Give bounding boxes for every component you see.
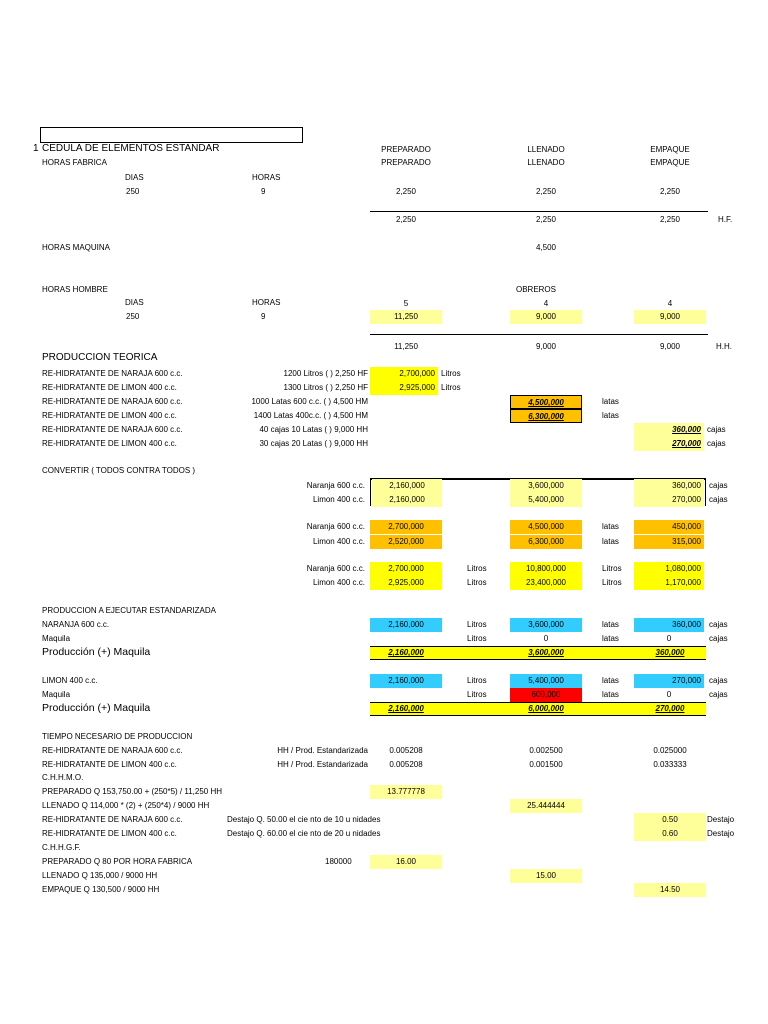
block3-naranja-prep[interactable]: 2,700,000 — [370, 562, 442, 576]
pt-row-desc: 1400 Latas 400c.c. ( ) 4,500 HM — [253, 411, 368, 420]
obreros-label: OBREROS — [515, 285, 556, 294]
preparado-formula: PREPARADO Q 153,750.00 + (250*5) / 11,250 HH — [42, 787, 223, 796]
prep-hf-num: 180000 — [325, 857, 352, 866]
pe-limon-label: LIMON 400 c.c. — [42, 676, 98, 685]
tiempo-row2-prep: 0.005208 — [389, 760, 423, 769]
block1-unit-2: cajas — [709, 495, 728, 504]
block3-naranja-emp[interactable]: 1,080,000 — [634, 562, 704, 576]
tiempo-row1-llen: 0.002500 — [529, 746, 563, 755]
tiempo-row2-label: RE-HIDRATANTE DE LIMON 400 c.c. — [42, 760, 177, 769]
chhgf-label: C.H.H.G.F. — [42, 843, 81, 852]
llenado-formula: LLENADO Q 114,000 * (2) + (250*4) / 9000 HH — [42, 801, 210, 810]
block2-naranja-prep[interactable]: 2,700,000 — [370, 520, 442, 534]
tiempo-row2-llen: 0.001500 — [529, 760, 563, 769]
pe-limon-maquila-label: Maquila — [42, 690, 71, 699]
dias-label: DIAS — [125, 173, 144, 182]
pe-limon-tot-llen[interactable]: 6,000,000 — [528, 704, 564, 713]
dias-value: 250 — [126, 187, 140, 196]
pe-naranja-llen[interactable]: 3,600,000 — [510, 618, 582, 632]
pt-row-value[interactable]: 4,500,000 — [510, 395, 582, 409]
destajo2-unit: Destajo — [707, 829, 735, 838]
produccion-ejecutar-title: PRODUCCION A EJECUTAR ESTANDARIZADA — [42, 606, 216, 615]
block3-unit-prep-2: Litros — [467, 578, 487, 587]
pe-naranja-maq-emp: 0 — [666, 634, 672, 643]
hh-total-preparado: 11,250 — [394, 342, 418, 351]
pe-naranja-u-litros: Litros — [467, 620, 487, 629]
block1-limon-llen[interactable]: 5,400,000 — [510, 493, 582, 507]
pt-row-value[interactable]: 6,300,000 — [510, 409, 582, 423]
pe-naranja-label: NARANJA 600 c.c. — [42, 620, 110, 629]
pe-limon-maq-u-latas: latas — [602, 690, 619, 699]
block1-limon-label: Limon 400 c.c. — [312, 495, 365, 504]
hf-total-empaque: 2,250 — [659, 215, 681, 224]
obreros-preparado: 5 — [403, 299, 409, 308]
hf-unit: H.F. — [718, 215, 733, 224]
obreros-empaque: 4 — [667, 299, 673, 308]
llenado-value[interactable]: 25.444444 — [510, 799, 582, 813]
hh-empaque[interactable]: 9,000 — [634, 310, 706, 324]
pt-row-value[interactable]: 270,000 — [634, 437, 704, 451]
pt-row-desc: 1300 Litros ( ) 2,250 HF — [283, 383, 368, 392]
pt-row-desc: 1000 Latas 600 c.c. ( ) 4,500 HM — [251, 397, 368, 406]
tiempo-row2-hh: HH / Prod. Estandarizada — [277, 760, 368, 769]
produccion-teorica-title: PRODUCCION TEORICA — [42, 352, 158, 363]
pt-row-unit: latas — [602, 411, 619, 420]
hh-dias-value: 250 — [126, 312, 140, 321]
pe-limon-u-latas: latas — [602, 676, 619, 685]
pe-limon-u-cajas: cajas — [709, 676, 728, 685]
pe-limon-maq-u-litros: Litros — [467, 690, 487, 699]
pe-naranja-maq-llen: 0 — [543, 634, 549, 643]
tiempo-title: TIEMPO NECESARIO DE PRODUCCION — [42, 732, 193, 741]
block2-unit-llen-2: latas — [602, 537, 619, 546]
horas-label: HORAS — [252, 173, 281, 182]
block2-naranja-label: Naranja 600 c.c. — [306, 522, 365, 531]
chhmo-label: C.H.H.M.O. — [42, 773, 84, 782]
pe-limon-u-litros: Litros — [467, 676, 487, 685]
block2-naranja-llen[interactable]: 4,500,000 — [510, 520, 582, 534]
block2-limon-prep[interactable]: 2,520,000 — [370, 535, 442, 549]
page-title: CEDULA DE ELEMENTOS ESTANDAR — [42, 143, 220, 154]
tiempo-row1-emp: 0.025000 — [653, 746, 687, 755]
hf-empaque: 2,250 — [659, 187, 681, 196]
pt-row-label: RE-HIDRATANTE DE LIMON 400 c.c. — [42, 439, 177, 448]
pt-row-unit: cajas — [707, 425, 726, 434]
tiempo-row1-label: RE-HIDRATANTE DE NARAJA 600 c.c. — [42, 746, 183, 755]
block3-naranja-llen[interactable]: 10,800,000 — [510, 562, 582, 576]
col-header-empaque-2: EMPAQUE — [650, 158, 690, 167]
block2-limon-llen[interactable]: 6,300,000 — [510, 535, 582, 549]
pt-row-value[interactable]: 2,700,000 — [370, 367, 438, 381]
block2-unit-llen: latas — [602, 522, 619, 531]
block1-naranja-label: Naranja 600 c.c. — [306, 481, 365, 490]
pt-row-value[interactable]: 2,925,000 — [370, 381, 438, 395]
pe-limon-maq-emp: 0 — [666, 690, 672, 699]
block1-naranja-llen[interactable]: 3,600,000 — [510, 479, 582, 493]
tiempo-row1-prep: 0.005208 — [389, 746, 423, 755]
pe-limon-maq-u-cajas: cajas — [709, 690, 728, 699]
pt-row-unit: Litros — [441, 369, 461, 378]
block1-limon-emp[interactable]: 270,000 — [634, 493, 704, 507]
pt-row-label: RE-HIDRATANTE DE LIMON 400 c.c. — [42, 411, 177, 420]
title-input-box[interactable] — [40, 127, 303, 143]
block2-limon-label: Limon 400 c.c. — [312, 537, 365, 546]
emp-hh-label: EMPAQUE Q 130,500 / 9000 HH — [42, 885, 160, 894]
destajo1-value[interactable]: 0.50 — [634, 813, 706, 827]
hh-unit: H.H. — [716, 342, 732, 351]
hf-total-llenado: 2,250 — [535, 215, 557, 224]
hf-preparado: 2,250 — [395, 187, 417, 196]
destajo1-unit: Destajo — [707, 815, 735, 824]
destajo1-desc: Destajo Q. 50.00 el cie nto de 10 u nidades — [227, 815, 381, 824]
block2-naranja-emp[interactable]: 450,000 — [634, 520, 704, 534]
block3-limon-emp[interactable]: 1,170,000 — [634, 576, 704, 590]
hh-preparado[interactable]: 11,250 — [370, 310, 442, 324]
block3-unit-llen: Litros — [602, 564, 622, 573]
pe-limon-total-label: Producción (+) Maquila — [42, 702, 151, 714]
block2-limon-emp[interactable]: 315,000 — [634, 535, 704, 549]
block3-limon-prep[interactable]: 2,925,000 — [370, 576, 442, 590]
horas-value: 9 — [261, 187, 266, 196]
hm-llenado: 4,500 — [535, 243, 557, 252]
obreros-llenado: 4 — [543, 299, 549, 308]
hh-horas-label: HORAS — [252, 298, 281, 307]
pt-row-desc: 40 cajas 10 Latas ( ) 9,000 HH — [259, 425, 368, 434]
pt-row-desc: 30 cajas 20 Latas ( ) 9,000 HH — [259, 439, 368, 448]
pt-row-desc: 1200 Litros ( ) 2,250 HF — [283, 369, 368, 378]
pe-naranja-maq-u-litros: Litros — [467, 634, 487, 643]
pe-naranja-tot-prep[interactable]: 2,160,000 — [388, 648, 424, 657]
hh-total-empaque: 9,000 — [659, 342, 681, 351]
block1-limon-prep[interactable]: 2,160,000 — [372, 493, 442, 507]
pe-naranja-maq-u-cajas: cajas — [709, 634, 728, 643]
hh-dias-label: DIAS — [125, 298, 144, 307]
horas-maquina-label: HORAS MAQUINA — [42, 243, 111, 252]
block3-limon-label: Limon 400 c.c. — [312, 578, 365, 587]
pe-naranja-emp[interactable]: 360,000 — [634, 618, 704, 632]
col-header-preparado-2: PREPARADO — [381, 158, 431, 167]
pt-row-value[interactable]: 360,000 — [634, 423, 704, 437]
horas-fabrica-label: HORAS FABRICA — [42, 158, 107, 167]
pe-naranja-total-label: Producción (+) Maquila — [42, 646, 151, 658]
block1-naranja-emp[interactable]: 360,000 — [634, 479, 704, 493]
block3-limon-llen[interactable]: 23,400,000 — [510, 576, 582, 590]
tiempo-row2-emp: 0.033333 — [653, 760, 687, 769]
pe-limon-tot-emp[interactable]: 270,000 — [655, 704, 685, 713]
hf-total-preparado: 2,250 — [395, 215, 417, 224]
hf-total-line — [370, 211, 708, 212]
pt-row-label: RE-HIDRATANTE DE NARAJA 600 c.c. — [42, 425, 183, 434]
col-header-empaque: EMPAQUE — [650, 145, 690, 154]
convertir-title: CONVERTIR ( TODOS CONTRA TODOS ) — [42, 466, 196, 475]
prep-hf-label: PREPARADO Q 80 POR HORA FABRICA — [42, 857, 193, 866]
pe-limon-emp[interactable]: 270,000 — [634, 674, 704, 688]
pe-naranja-prep[interactable]: 2,160,000 — [370, 618, 442, 632]
pe-naranja-tot-llen[interactable]: 3,600,000 — [528, 648, 564, 657]
destajo2-desc: Destajo Q. 60.00 el cie nto de 20 u nidades — [227, 829, 381, 838]
emp-hh-value[interactable]: 14.50 — [634, 883, 706, 897]
pe-naranja-u-latas: latas — [602, 620, 619, 629]
pe-limon-maq-llen[interactable]: 600,000 — [510, 688, 582, 702]
pt-row-unit: cajas — [707, 439, 726, 448]
destajo2-label: RE-HIDRATANTE DE LIMON 400 c.c. — [42, 829, 177, 838]
llen-hh-value[interactable]: 15.00 — [510, 869, 582, 883]
destajo1-label: RE-HIDRATANTE DE NARAJA 600 c.c. — [42, 815, 183, 824]
hh-total-line — [370, 334, 708, 335]
col-header-llenado-2: LLENADO — [527, 158, 565, 167]
preparado-value[interactable]: 13.777778 — [370, 785, 442, 799]
pt-row-label: RE-HIDRATANTE DE LIMON 400 c.c. — [42, 383, 177, 392]
pe-naranja-maquila-label: Maquila — [42, 634, 71, 643]
col-header-llenado: LLENADO — [527, 145, 565, 154]
destajo2-value[interactable]: 0.60 — [634, 827, 706, 841]
block3-naranja-label: Naranja 600 c.c. — [306, 564, 365, 573]
block1-unit: cajas — [709, 481, 728, 490]
pe-limon-tot-prep[interactable]: 2,160,000 — [388, 704, 424, 713]
block1-naranja-prep[interactable]: 2,160,000 — [372, 479, 442, 493]
pe-naranja-tot-emp[interactable]: 360,000 — [655, 648, 685, 657]
hh-llenado[interactable]: 9,000 — [510, 310, 582, 324]
pt-row-unit: latas — [602, 397, 619, 406]
hh-total-llenado: 9,000 — [535, 342, 557, 351]
convertir-block1-right-border — [705, 478, 706, 506]
convertir-block1-left-border — [370, 478, 371, 506]
hh-horas-value: 9 — [261, 312, 266, 321]
tiempo-row1-hh: HH / Prod. Estandarizada — [277, 746, 368, 755]
pt-row-label: RE-HIDRATANTE DE NARAJA 600 c.c. — [42, 369, 183, 378]
hf-llenado: 2,250 — [535, 187, 557, 196]
pt-row-unit: Litros — [441, 383, 461, 392]
llen-hh-label: LLENADO Q 135,000 / 9000 HH — [42, 871, 158, 880]
horas-hombre-label: HORAS HOMBRE — [42, 285, 108, 294]
block3-unit-llen-2: Litros — [602, 578, 622, 587]
pe-naranja-u-cajas: cajas — [709, 620, 728, 629]
row-number: 1 — [33, 143, 39, 154]
pt-row-label: RE-HIDRATANTE DE NARAJA 600 c.c. — [42, 397, 183, 406]
pe-limon-llen[interactable]: 5,400,000 — [510, 674, 582, 688]
col-header-preparado: PREPARADO — [381, 145, 431, 154]
block3-unit-prep: Litros — [467, 564, 487, 573]
pe-naranja-maq-u-latas: latas — [602, 634, 619, 643]
pe-limon-prep[interactable]: 2,160,000 — [370, 674, 442, 688]
prep-hf-value[interactable]: 16.00 — [370, 855, 442, 869]
